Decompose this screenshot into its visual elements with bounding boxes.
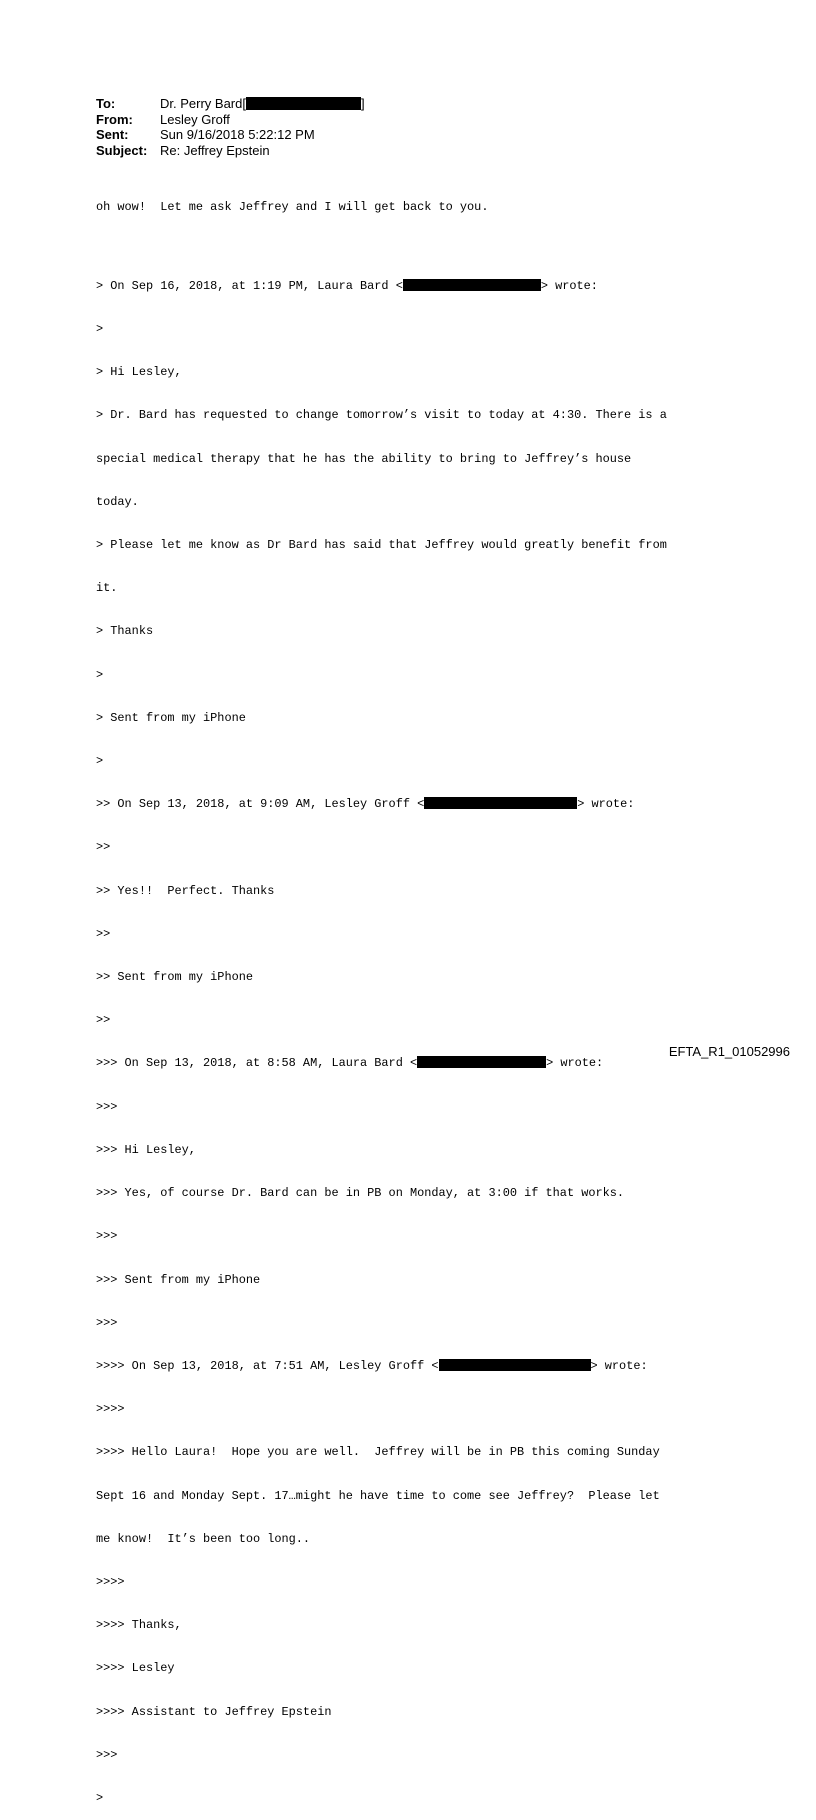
- quote-line: >>> Sent from my iPhone: [96, 1272, 261, 1287]
- redaction-bar: [246, 97, 361, 110]
- to-label: To:: [96, 96, 116, 111]
- quote-line: >>: [96, 926, 111, 941]
- subject-label: Subject:: [96, 142, 148, 158]
- quote-line: >>>> Hello Laura! Hope you are well. Jeffrey will be in PB this coming Sunday: [96, 1445, 660, 1460]
- quote-line: special medical therapy that he has the ability to bring to Jeffrey’s house: [96, 451, 632, 466]
- redacted-email-bar: [417, 1056, 546, 1068]
- to-close-bracket: ]: [360, 96, 365, 111]
- quote-line: >>>> On Sep 13, 2018, at 7:51 AM, Lesley Groff < > wrote:: [96, 1358, 648, 1373]
- quote-line: >> Sent from my iPhone: [96, 970, 253, 985]
- quote-line: >: [96, 667, 104, 682]
- quote-line: > On Sep 16, 2018, at 1:19 PM, Laura Bard < > wrote:: [96, 278, 598, 293]
- email-header: [96, 96, 365, 158]
- quote-line: it.: [96, 581, 118, 596]
- quote-line: >: [96, 1790, 104, 1805]
- redacted-email-bar: [439, 1359, 591, 1371]
- sent-value: Sun 9/16/2018 5:22:12 PM: [160, 127, 315, 142]
- quote-line: > Thanks: [96, 624, 154, 639]
- quote-line: >>: [96, 840, 111, 855]
- subject-row: [96, 143, 365, 159]
- quote-line: >> On Sep 13, 2018, at 9:09 AM, Lesley Groff < > wrote:: [96, 797, 635, 812]
- quote-line: >>> Hi Lesley,: [96, 1142, 196, 1157]
- to-name: Dr. Perry Bard[: [160, 96, 246, 111]
- redacted-email-bar: [403, 279, 541, 291]
- subject-value: Re: Jeffrey Epstein: [160, 142, 270, 158]
- document-id: EFTA_R1_01052996: [668, 1044, 790, 1059]
- quote-line: >>: [96, 1013, 111, 1028]
- to-value: [160, 96, 365, 112]
- from-row: [96, 112, 365, 128]
- from-value: Lesley Groff: [160, 111, 230, 127]
- quote-line: > Hi Lesley,: [96, 365, 182, 380]
- quote-line: >>>: [96, 1229, 118, 1244]
- sent-label: Sent:: [96, 127, 129, 142]
- quote-line: me know! It’s been too long..: [96, 1531, 311, 1546]
- quote-line: >>>> Assistant to Jeffrey Epstein: [96, 1704, 332, 1719]
- quote-line: >>>>: [96, 1574, 125, 1589]
- redacted-email-bar: [424, 797, 577, 809]
- sent-row: [96, 127, 365, 143]
- quote-line: >>>> Thanks,: [96, 1618, 182, 1633]
- reply-line: oh wow! Let me ask Jeffrey and I will get back to you.: [96, 199, 489, 214]
- quote-line: >>>: [96, 1747, 118, 1762]
- quote-line: >>>>: [96, 1402, 125, 1417]
- from-label: From:: [96, 111, 133, 127]
- quote-line: >: [96, 322, 104, 337]
- quote-line: > Please let me know as Dr Bard has said that Jeffrey would greatly benefit from: [96, 538, 667, 553]
- quote-line: > Sent from my iPhone: [96, 710, 246, 725]
- quote-line: >>>: [96, 1315, 118, 1330]
- quote-line: today.: [96, 494, 139, 509]
- quote-line: >> Yes!! Perfect. Thanks: [96, 883, 275, 898]
- to-row: [96, 96, 365, 112]
- quote-line: >>>> Lesley: [96, 1661, 175, 1676]
- quote-line: >: [96, 754, 104, 769]
- quote-line: > Dr. Bard has requested to change tomorrow’s visit to today at 4:30. There is a: [96, 408, 667, 423]
- quote-line: >>> Yes, of course Dr. Bard can be in PB on Monday, at 3:00 if that works.: [96, 1186, 625, 1201]
- quote-line: >>> On Sep 13, 2018, at 8:58 AM, Laura Bard < > wrote:: [96, 1056, 604, 1071]
- email-body: [96, 171, 667, 1820]
- quote-line: >>>: [96, 1099, 118, 1114]
- quote-line: Sept 16 and Monday Sept. 17…might he have time to come see Jeffrey? Please let: [96, 1488, 660, 1503]
